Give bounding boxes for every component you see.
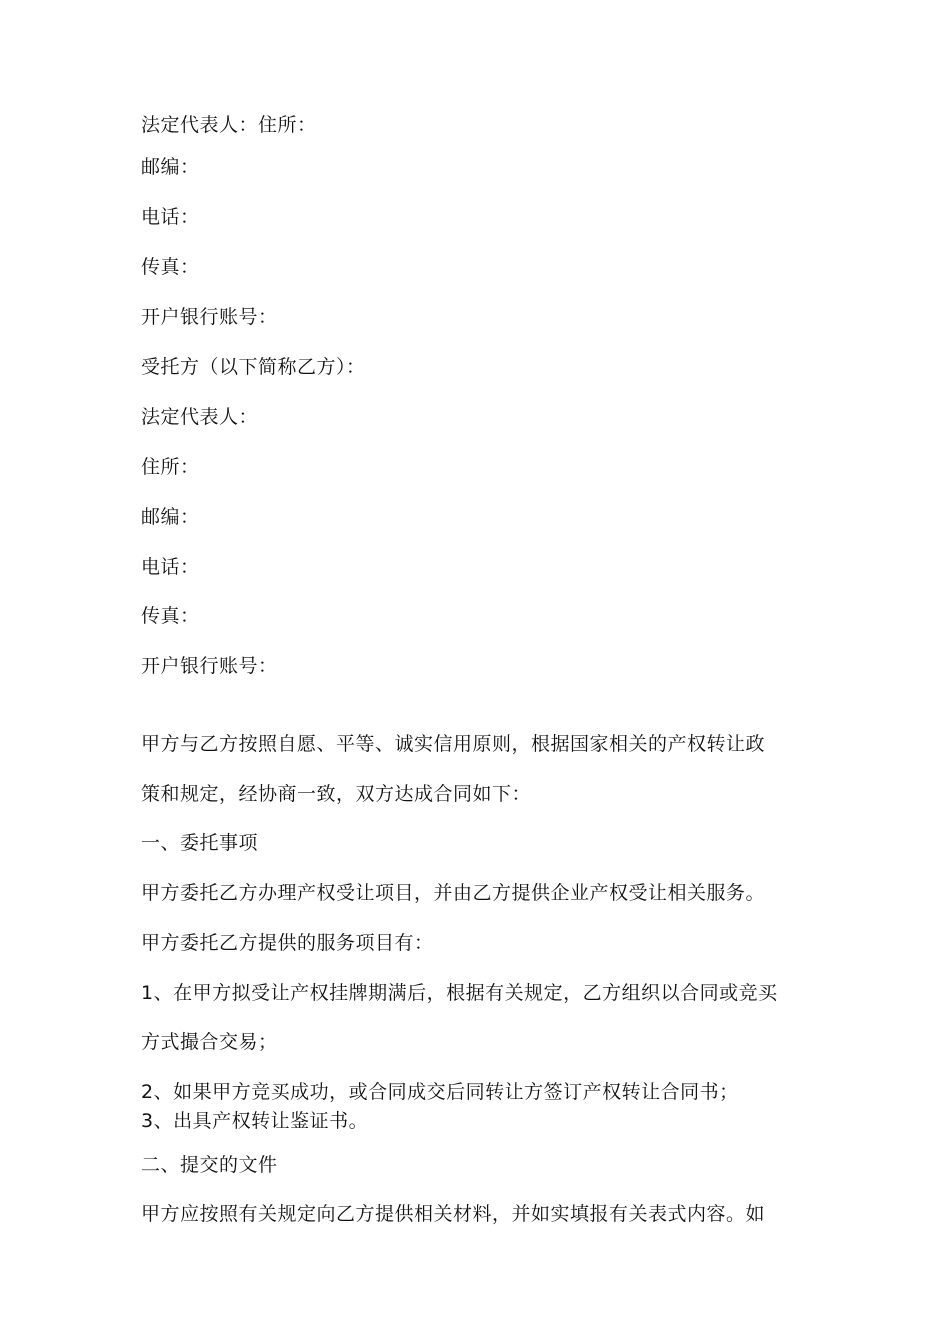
section-2-heading: 二、提交的文件 [141,1154,278,1176]
section-2-para-1: 甲方应按照有关规定向乙方提供相关材料，并如实填报有关表式内容。如 [141,1203,766,1225]
intro-line-2: 策和规定，经协商一致，双方达成合同如下： [141,783,532,805]
party-a-bank-account: 开户银行账号： [141,306,278,328]
party-b-phone: 电话： [141,556,200,578]
party-a-fax: 传真： [141,256,200,278]
section-1-item-3: 3、出具产权转让鉴证书。 [141,1110,369,1132]
party-b-bank-account: 开户银行账号： [141,655,278,677]
section-1-item-1-line-1: 1、在甲方拟受让产权挂牌期满后，根据有关规定，乙方组织以合同或竞买 [141,982,778,1004]
party-b-title: 受托方（以下简称乙方）： [141,356,366,378]
section-1-para-2: 甲方委托乙方提供的服务项目有： [141,932,434,954]
section-1-para-1: 甲方委托乙方办理产权受让项目，并由乙方提供企业产权受让相关服务。 [141,882,766,904]
party-b-postcode: 邮编： [141,506,200,528]
section-1-item-2: 2、如果甲方竞买成功，或合同成交后同转让方签订产权转让合同书； [141,1081,739,1103]
party-a-rep-address: 法定代表人：住所： [141,114,317,136]
party-b-fax: 传真： [141,605,200,627]
party-b-legal-rep: 法定代表人： [141,406,259,428]
intro-line-1: 甲方与乙方按照自愿、平等、诚实信用原则，根据国家相关的产权转让政 [141,733,766,755]
party-a-phone: 电话： [141,206,200,228]
party-b-address: 住所： [141,456,200,478]
section-1-item-1-line-2: 方式撮合交易； [141,1031,278,1053]
section-1-heading: 一、委托事项 [141,832,259,854]
party-a-postcode: 邮编： [141,156,200,178]
